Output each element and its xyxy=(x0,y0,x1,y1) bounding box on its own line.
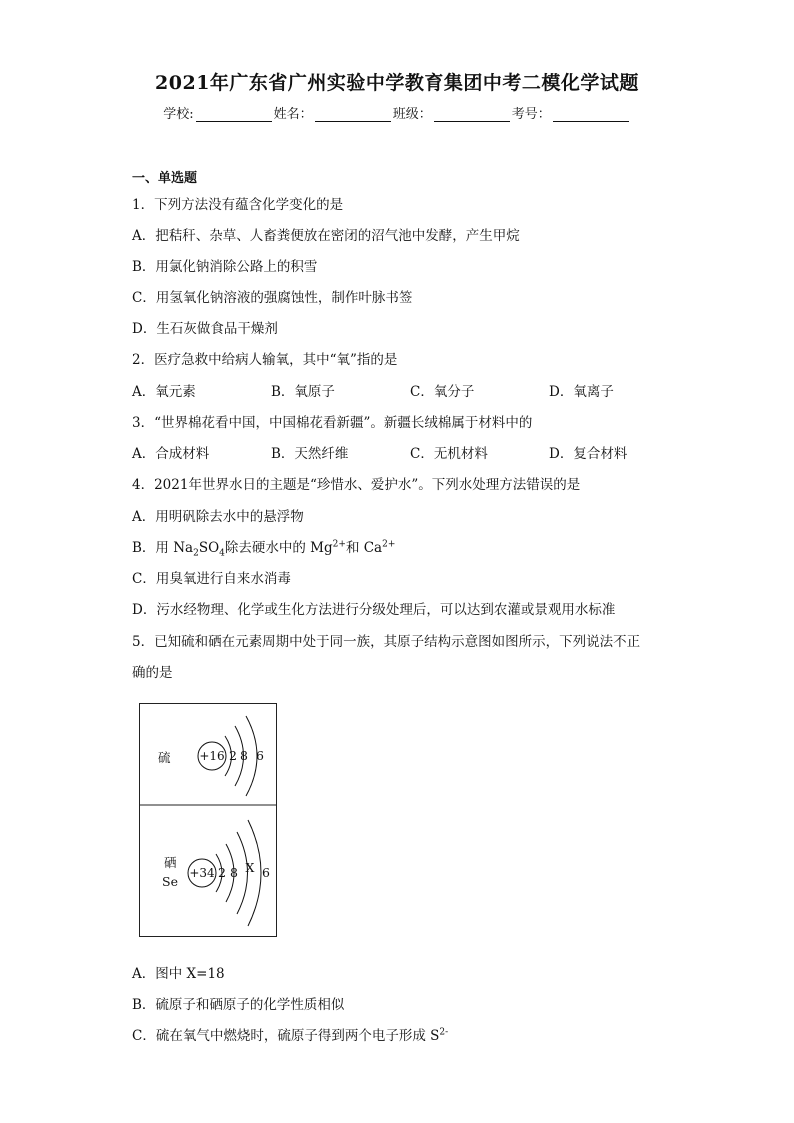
q4-b-mid: 除去硬水中的 Mg xyxy=(224,540,333,556)
q4-option-b[interactable] xyxy=(132,536,395,559)
page-title: 2021年广东省广州实验中学教育集团中考二模化学试题 xyxy=(155,72,639,94)
class-label: 班级： xyxy=(392,107,432,122)
q4-option-c[interactable]: C．用臭氧进行自来水消毒 xyxy=(132,571,291,587)
q1-option-a[interactable]: A．把秸秆、杂草、人畜粪便放在密闭的沼气池中发酵，产生甲烷 xyxy=(132,228,520,244)
selenium-shell-electrons-3: X xyxy=(245,860,255,875)
q2-options xyxy=(132,380,688,400)
q4-b-sub-4: 4 xyxy=(219,548,225,559)
q5-option-c[interactable] xyxy=(132,1024,448,1044)
q5-c-text: C．硫在氧气中燃烧时，硫原子得到两个电子形成 S xyxy=(132,1028,440,1044)
q5-option-b[interactable]: B．硫原子和硒原子的化学性质相似 xyxy=(132,997,345,1013)
q2-stem: 2．医疗急救中给病人输氧，其中“氧”指的是 xyxy=(132,352,398,368)
sulfur-label: 硫 xyxy=(158,750,171,765)
q3-option-d[interactable]: D．复合材料 xyxy=(549,446,628,462)
q3-stem: 3．“世界棉花看中国，中国棉花看新疆”。新疆长绒棉属于材料中的 xyxy=(132,415,533,431)
q1-option-b[interactable]: B．用氯化钠消除公路上的积雪 xyxy=(132,259,318,275)
q2-option-b[interactable]: B．氧原子 xyxy=(271,384,335,400)
q4-b-mg-charge: 2+ xyxy=(332,539,346,550)
q4-stem: 4．2021年世界水日的主题是“珍惜水、爱护水”。下列水处理方法错误的是 xyxy=(132,477,581,493)
student-info-line xyxy=(0,103,794,122)
selenium-symbol: Se xyxy=(162,874,178,889)
q4-b-and: 和 Ca xyxy=(345,540,383,556)
q5-stem-line2: 确的是 xyxy=(132,665,173,681)
number-label: 考号： xyxy=(511,107,551,122)
q4-option-d[interactable]: D．污水经物理、化学或生化方法进行分级处理后，可以达到农灌或景观用水标准 xyxy=(132,602,616,618)
school-label: 学校: xyxy=(163,107,194,122)
name-blank[interactable] xyxy=(315,107,391,122)
section-heading: 一、单选题 xyxy=(132,171,198,186)
selenium-label: 硒 xyxy=(164,855,177,870)
q2-option-d[interactable]: D．氧离子 xyxy=(549,384,614,400)
q1-option-d[interactable]: D．生石灰做食品干燥剂 xyxy=(132,321,278,337)
sulfur-nucleus: +16 xyxy=(199,749,225,763)
q1-stem: 1．下列方法没有蕴含化学变化的是 xyxy=(132,197,344,213)
q3-option-b[interactable]: B．天然纤维 xyxy=(271,446,349,462)
q4-b-so: SO xyxy=(198,540,220,556)
q1-option-c[interactable]: C．用氢氧化钠溶液的强腐蚀性，制作叶脉书签 xyxy=(132,290,413,306)
selenium-shell-electrons-4: 6 xyxy=(262,865,270,880)
number-blank[interactable] xyxy=(553,107,629,122)
q3-option-c[interactable]: C．无机材料 xyxy=(410,446,488,462)
class-blank[interactable] xyxy=(434,107,510,122)
q4-b-sub-2: 2 xyxy=(193,548,199,559)
q3-options xyxy=(132,442,688,462)
selenium-shell-electrons-2: 8 xyxy=(230,865,238,880)
selenium-shell-electrons-1: 2 xyxy=(218,865,226,880)
selenium-nucleus: +34 xyxy=(189,866,215,880)
sulfur-shell-electrons-2: 8 xyxy=(240,748,248,763)
q4-option-a[interactable]: A．用明矾除去水中的悬浮物 xyxy=(132,509,304,525)
q3-option-a[interactable]: A．合成材料 xyxy=(132,446,210,462)
atomic-structure-figure xyxy=(139,703,277,937)
q5-option-a[interactable]: A．图中 X=18 xyxy=(132,966,225,982)
q5-c-charge: 2- xyxy=(439,1027,449,1038)
q4-b-prefix: B．用 xyxy=(132,540,174,556)
q2-option-c[interactable]: C．氧分子 xyxy=(410,384,475,400)
sulfur-shell-electrons-3: 6 xyxy=(256,748,264,763)
q5-stem-line1: 5．已知硫和硒在元素周期中处于同一族，其原子结构示意图如图所示，下列说法不正 xyxy=(132,634,641,650)
q4-b-ca-charge: 2+ xyxy=(382,539,396,550)
q4-b-na: Na xyxy=(173,540,194,556)
school-blank[interactable] xyxy=(196,107,272,122)
q2-option-a[interactable]: A．氧元素 xyxy=(132,384,196,400)
name-label: 姓名： xyxy=(273,107,313,122)
sulfur-shell-electrons-1: 2 xyxy=(229,748,237,763)
